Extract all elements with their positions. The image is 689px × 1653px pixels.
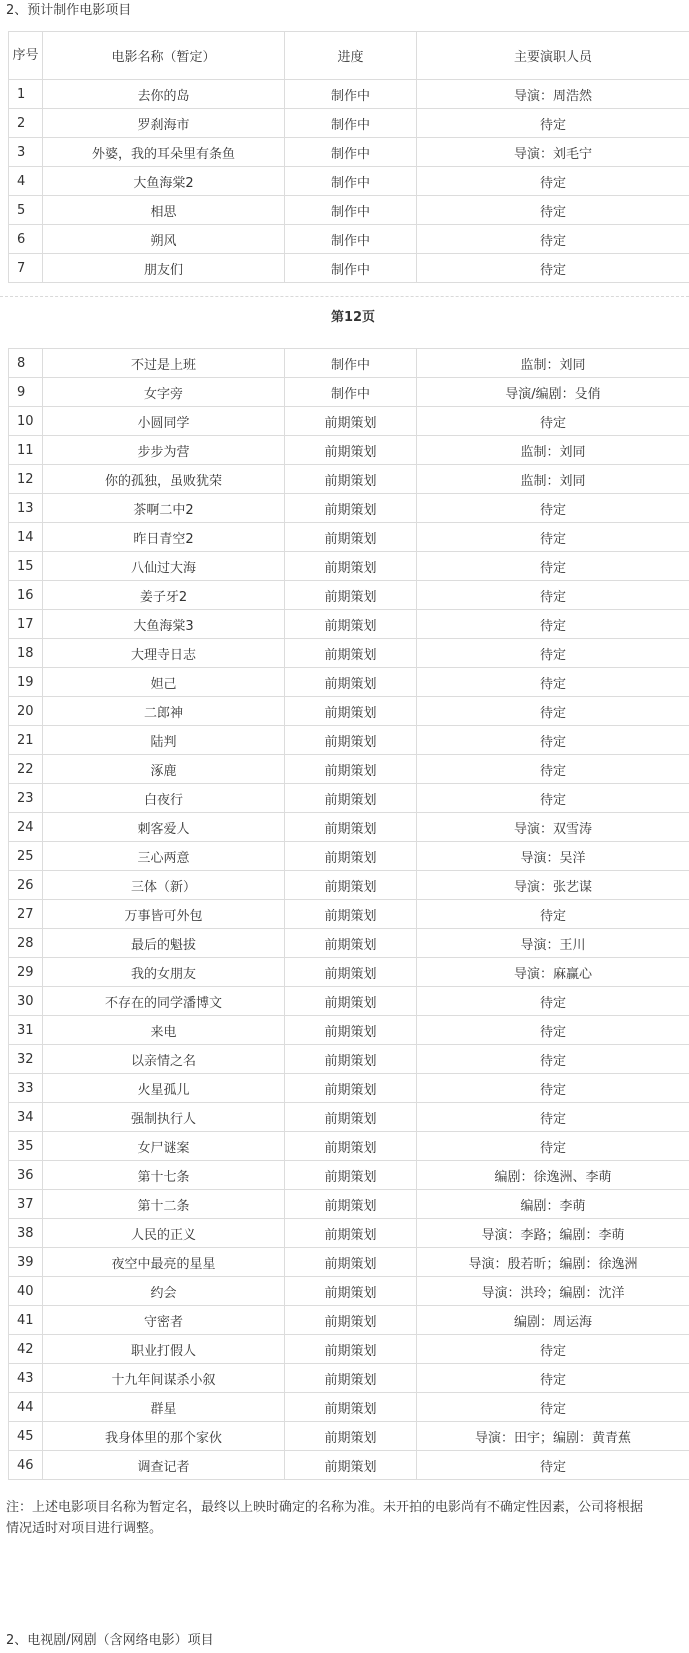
cell-seq: 46	[9, 1451, 43, 1480]
cell-name: 不过是上班	[43, 349, 285, 378]
cell-seq: 6	[9, 225, 43, 254]
cell-progress: 制作中	[285, 167, 417, 196]
cell-staff: 待定	[417, 987, 689, 1016]
cell-progress: 前期策划	[285, 1277, 417, 1306]
cell-name: 外婆，我的耳朵里有条鱼	[43, 138, 285, 167]
cell-seq: 42	[9, 1335, 43, 1364]
film-projects-table-part2	[8, 348, 689, 1480]
cell-staff: 编剧：徐逸洲、李萌	[417, 1161, 689, 1190]
cell-progress: 前期策划	[285, 1161, 417, 1190]
cell-progress: 前期策划	[285, 929, 417, 958]
cell-staff: 待定	[417, 225, 689, 254]
cell-staff: 待定	[417, 610, 689, 639]
cell-staff: 编剧：周运海	[417, 1306, 689, 1335]
cell-name: 我身体里的那个家伙	[43, 1422, 285, 1451]
table-row	[9, 1277, 689, 1306]
cell-progress: 前期策划	[285, 436, 417, 465]
cell-staff: 导演：周浩然	[417, 80, 689, 109]
cell-seq: 33	[9, 1074, 43, 1103]
header-progress: 进度	[285, 32, 417, 80]
table-row	[9, 755, 689, 784]
table-row	[9, 726, 689, 755]
cell-name: 朋友们	[43, 254, 285, 283]
cell-seq: 43	[9, 1364, 43, 1393]
footnote	[6, 1497, 689, 1539]
cell-progress: 制作中	[285, 138, 417, 167]
cell-name: 茶啊二中2	[43, 494, 285, 523]
cell-progress: 前期策划	[285, 987, 417, 1016]
cell-name: 姜子牙2	[43, 581, 285, 610]
cell-name: 你的孤独，虽败犹荣	[43, 465, 285, 494]
cell-name: 小圆同学	[43, 407, 285, 436]
cell-name: 第十二条	[43, 1190, 285, 1219]
cell-progress: 前期策划	[285, 1364, 417, 1393]
cell-staff: 导演：双雪涛	[417, 813, 689, 842]
cell-progress: 前期策划	[285, 697, 417, 726]
cell-staff: 待定	[417, 697, 689, 726]
cell-name: 不存在的同学潘博文	[43, 987, 285, 1016]
cell-staff: 待定	[417, 1393, 689, 1422]
cell-name: 三体（新）	[43, 871, 285, 900]
cell-staff: 待定	[417, 254, 689, 283]
header-staff: 主要演职人员	[417, 32, 689, 80]
cell-progress: 前期策划	[285, 1451, 417, 1480]
cell-seq: 19	[9, 668, 43, 697]
cell-progress: 前期策划	[285, 871, 417, 900]
table-row	[9, 1422, 689, 1451]
cell-progress: 前期策划	[285, 813, 417, 842]
header-seq: 序号	[9, 32, 43, 80]
cell-name: 人民的正义	[43, 1219, 285, 1248]
cell-seq: 15	[9, 552, 43, 581]
cell-seq: 14	[9, 523, 43, 552]
cell-progress: 前期策划	[285, 1190, 417, 1219]
cell-progress: 前期策划	[285, 581, 417, 610]
cell-progress: 前期策划	[285, 668, 417, 697]
table-row	[9, 610, 689, 639]
table-row	[9, 1190, 689, 1219]
film-projects-table-part1	[8, 31, 689, 283]
next-section-heading: 2、电视剧/网剧（含网络电影）项目	[6, 1633, 214, 1648]
cell-staff: 导演：张艺谋	[417, 871, 689, 900]
table-row	[9, 987, 689, 1016]
table-header-row	[9, 32, 689, 80]
cell-progress: 前期策划	[285, 1422, 417, 1451]
table-row	[9, 196, 689, 225]
cell-name: 妲己	[43, 668, 285, 697]
table-row	[9, 225, 689, 254]
cell-name: 相思	[43, 196, 285, 225]
cell-progress: 前期策划	[285, 1219, 417, 1248]
cell-name: 夜空中最亮的星星	[43, 1248, 285, 1277]
cell-name: 白夜行	[43, 784, 285, 813]
cell-progress: 制作中	[285, 254, 417, 283]
cell-staff: 待定	[417, 552, 689, 581]
table-row	[9, 1016, 689, 1045]
table-row	[9, 349, 689, 378]
cell-name: 大鱼海棠3	[43, 610, 285, 639]
table-row	[9, 1161, 689, 1190]
cell-staff: 待定	[417, 581, 689, 610]
cell-name: 罗刹海市	[43, 109, 285, 138]
cell-seq: 38	[9, 1219, 43, 1248]
cell-name: 火星孤儿	[43, 1074, 285, 1103]
table-row	[9, 1219, 689, 1248]
cell-progress: 前期策划	[285, 407, 417, 436]
table-row	[9, 697, 689, 726]
table-row	[9, 581, 689, 610]
table-row	[9, 842, 689, 871]
table-row	[9, 138, 689, 167]
cell-name: 朔风	[43, 225, 285, 254]
cell-progress: 前期策划	[285, 1103, 417, 1132]
cell-staff: 待定	[417, 523, 689, 552]
cell-progress: 制作中	[285, 378, 417, 407]
header-name: 电影名称（暂定）	[43, 32, 285, 80]
cell-staff: 待定	[417, 1364, 689, 1393]
table-row	[9, 494, 689, 523]
table-row	[9, 167, 689, 196]
cell-name: 八仙过大海	[43, 552, 285, 581]
cell-progress: 制作中	[285, 109, 417, 138]
cell-progress: 前期策划	[285, 784, 417, 813]
cell-staff: 导演：麻赢心	[417, 958, 689, 987]
table-row	[9, 254, 689, 283]
cell-seq: 8	[9, 349, 43, 378]
cell-progress: 前期策划	[285, 1074, 417, 1103]
cell-progress: 前期策划	[285, 958, 417, 987]
cell-staff: 导演：田宇；编剧：黄青蕉	[417, 1422, 689, 1451]
cell-staff: 待定	[417, 1016, 689, 1045]
cell-staff: 导演：李路；编剧：李萌	[417, 1219, 689, 1248]
cell-name: 女尸谜案	[43, 1132, 285, 1161]
cell-progress: 前期策划	[285, 610, 417, 639]
cell-seq: 21	[9, 726, 43, 755]
cell-seq: 3	[9, 138, 43, 167]
cell-seq: 26	[9, 871, 43, 900]
cell-seq: 24	[9, 813, 43, 842]
cell-progress: 前期策划	[285, 494, 417, 523]
cell-seq: 44	[9, 1393, 43, 1422]
table-row	[9, 1248, 689, 1277]
table-row	[9, 1335, 689, 1364]
cell-name: 约会	[43, 1277, 285, 1306]
table-row	[9, 1364, 689, 1393]
cell-name: 二郎神	[43, 697, 285, 726]
cell-seq: 11	[9, 436, 43, 465]
table-row	[9, 1074, 689, 1103]
cell-progress: 前期策划	[285, 1132, 417, 1161]
cell-staff: 待定	[417, 1451, 689, 1480]
cell-progress: 前期策划	[285, 1306, 417, 1335]
table-row	[9, 1306, 689, 1335]
cell-seq: 1	[9, 80, 43, 109]
cell-name: 强制执行人	[43, 1103, 285, 1132]
cell-staff: 监制：刘同	[417, 436, 689, 465]
cell-staff: 待定	[417, 407, 689, 436]
cell-seq: 7	[9, 254, 43, 283]
cell-seq: 40	[9, 1277, 43, 1306]
table-row	[9, 436, 689, 465]
cell-seq: 4	[9, 167, 43, 196]
cell-name: 十九年间谋杀小叙	[43, 1364, 285, 1393]
cell-staff: 监制：刘同	[417, 465, 689, 494]
cell-staff: 导演：刘毛宁	[417, 138, 689, 167]
cell-progress: 前期策划	[285, 1335, 417, 1364]
cell-progress: 前期策划	[285, 755, 417, 784]
table-row	[9, 1451, 689, 1480]
cell-progress: 前期策划	[285, 726, 417, 755]
cell-seq: 39	[9, 1248, 43, 1277]
cell-staff: 导演：吴洋	[417, 842, 689, 871]
table-row	[9, 552, 689, 581]
cell-progress: 前期策划	[285, 1045, 417, 1074]
cell-name: 最后的魁拔	[43, 929, 285, 958]
table-row	[9, 465, 689, 494]
cell-seq: 5	[9, 196, 43, 225]
table-row	[9, 407, 689, 436]
cell-name: 群星	[43, 1393, 285, 1422]
cell-seq: 34	[9, 1103, 43, 1132]
cell-seq: 31	[9, 1016, 43, 1045]
cell-name: 三心两意	[43, 842, 285, 871]
cell-progress: 前期策划	[285, 1393, 417, 1422]
cell-name: 陆判	[43, 726, 285, 755]
cell-seq: 18	[9, 639, 43, 668]
cell-staff: 待定	[417, 900, 689, 929]
cell-staff: 导演/编剧：殳俏	[417, 378, 689, 407]
cell-seq: 35	[9, 1132, 43, 1161]
cell-seq: 27	[9, 900, 43, 929]
section-heading: 2、预计制作电影项目	[6, 3, 132, 18]
cell-staff: 待定	[417, 639, 689, 668]
table-row	[9, 900, 689, 929]
cell-seq: 12	[9, 465, 43, 494]
cell-seq: 17	[9, 610, 43, 639]
cell-staff: 待定	[417, 755, 689, 784]
cell-name: 以亲情之名	[43, 1045, 285, 1074]
cell-progress: 前期策划	[285, 1248, 417, 1277]
cell-seq: 13	[9, 494, 43, 523]
cell-staff: 待定	[417, 1103, 689, 1132]
cell-seq: 20	[9, 697, 43, 726]
cell-name: 涿鹿	[43, 755, 285, 784]
cell-progress: 前期策划	[285, 552, 417, 581]
cell-name: 调查记者	[43, 1451, 285, 1480]
cell-seq: 37	[9, 1190, 43, 1219]
cell-staff: 待定	[417, 668, 689, 697]
cell-seq: 30	[9, 987, 43, 1016]
page-separator	[0, 296, 689, 297]
table-row	[9, 80, 689, 109]
cell-progress: 前期策划	[285, 465, 417, 494]
footnote-line-2: 情况适时对项目进行调整。	[6, 1521, 163, 1536]
cell-name: 大理寺日志	[43, 639, 285, 668]
cell-staff: 待定	[417, 196, 689, 225]
table-row	[9, 1132, 689, 1161]
cell-staff: 导演：殷若昕；编剧：徐逸洲	[417, 1248, 689, 1277]
table-row	[9, 871, 689, 900]
cell-progress: 制作中	[285, 349, 417, 378]
cell-seq: 28	[9, 929, 43, 958]
table-row	[9, 378, 689, 407]
cell-staff: 导演：王川	[417, 929, 689, 958]
cell-progress: 前期策划	[285, 523, 417, 552]
cell-staff: 待定	[417, 726, 689, 755]
cell-name: 刺客爱人	[43, 813, 285, 842]
cell-name: 我的女朋友	[43, 958, 285, 987]
cell-seq: 25	[9, 842, 43, 871]
table-row	[9, 929, 689, 958]
cell-progress: 制作中	[285, 196, 417, 225]
cell-staff: 导演：洪玲；编剧：沈洋	[417, 1277, 689, 1306]
cell-name: 万事皆可外包	[43, 900, 285, 929]
cell-name: 昨日青空2	[43, 523, 285, 552]
table-row	[9, 1103, 689, 1132]
cell-name: 步步为营	[43, 436, 285, 465]
cell-name: 女字旁	[43, 378, 285, 407]
table-row	[9, 813, 689, 842]
cell-name: 大鱼海棠2	[43, 167, 285, 196]
table-row	[9, 1393, 689, 1422]
cell-seq: 36	[9, 1161, 43, 1190]
cell-staff: 待定	[417, 167, 689, 196]
cell-staff: 待定	[417, 1045, 689, 1074]
cell-staff: 待定	[417, 494, 689, 523]
cell-staff: 待定	[417, 109, 689, 138]
footnote-line-1: 注：上述电影项目名称为暂定名，最终以上映时确定的名称为准。未开拍的电影尚有不确定性因素，公司将根据	[6, 1500, 644, 1515]
cell-staff: 监制：刘同	[417, 349, 689, 378]
cell-seq: 32	[9, 1045, 43, 1074]
cell-seq: 9	[9, 378, 43, 407]
table-row	[9, 1045, 689, 1074]
table-row	[9, 958, 689, 987]
table-row	[9, 784, 689, 813]
cell-progress: 制作中	[285, 225, 417, 254]
cell-name: 职业打假人	[43, 1335, 285, 1364]
cell-seq: 29	[9, 958, 43, 987]
cell-name: 来电	[43, 1016, 285, 1045]
cell-progress: 前期策划	[285, 842, 417, 871]
cell-name: 守密者	[43, 1306, 285, 1335]
cell-name: 去你的岛	[43, 80, 285, 109]
table-row	[9, 523, 689, 552]
cell-seq: 2	[9, 109, 43, 138]
cell-staff: 编剧：李萌	[417, 1190, 689, 1219]
cell-progress: 前期策划	[285, 1016, 417, 1045]
cell-staff: 待定	[417, 1074, 689, 1103]
cell-staff: 待定	[417, 784, 689, 813]
cell-seq: 23	[9, 784, 43, 813]
cell-seq: 10	[9, 407, 43, 436]
cell-seq: 22	[9, 755, 43, 784]
cell-progress: 制作中	[285, 80, 417, 109]
cell-staff: 待定	[417, 1335, 689, 1364]
cell-staff: 待定	[417, 1132, 689, 1161]
table-row	[9, 109, 689, 138]
cell-seq: 41	[9, 1306, 43, 1335]
table-row	[9, 668, 689, 697]
cell-name: 第十七条	[43, 1161, 285, 1190]
cell-progress: 前期策划	[285, 639, 417, 668]
page-number-label: 第12页	[330, 310, 376, 325]
cell-seq: 16	[9, 581, 43, 610]
cell-seq: 45	[9, 1422, 43, 1451]
table-row	[9, 639, 689, 668]
cell-progress: 前期策划	[285, 900, 417, 929]
